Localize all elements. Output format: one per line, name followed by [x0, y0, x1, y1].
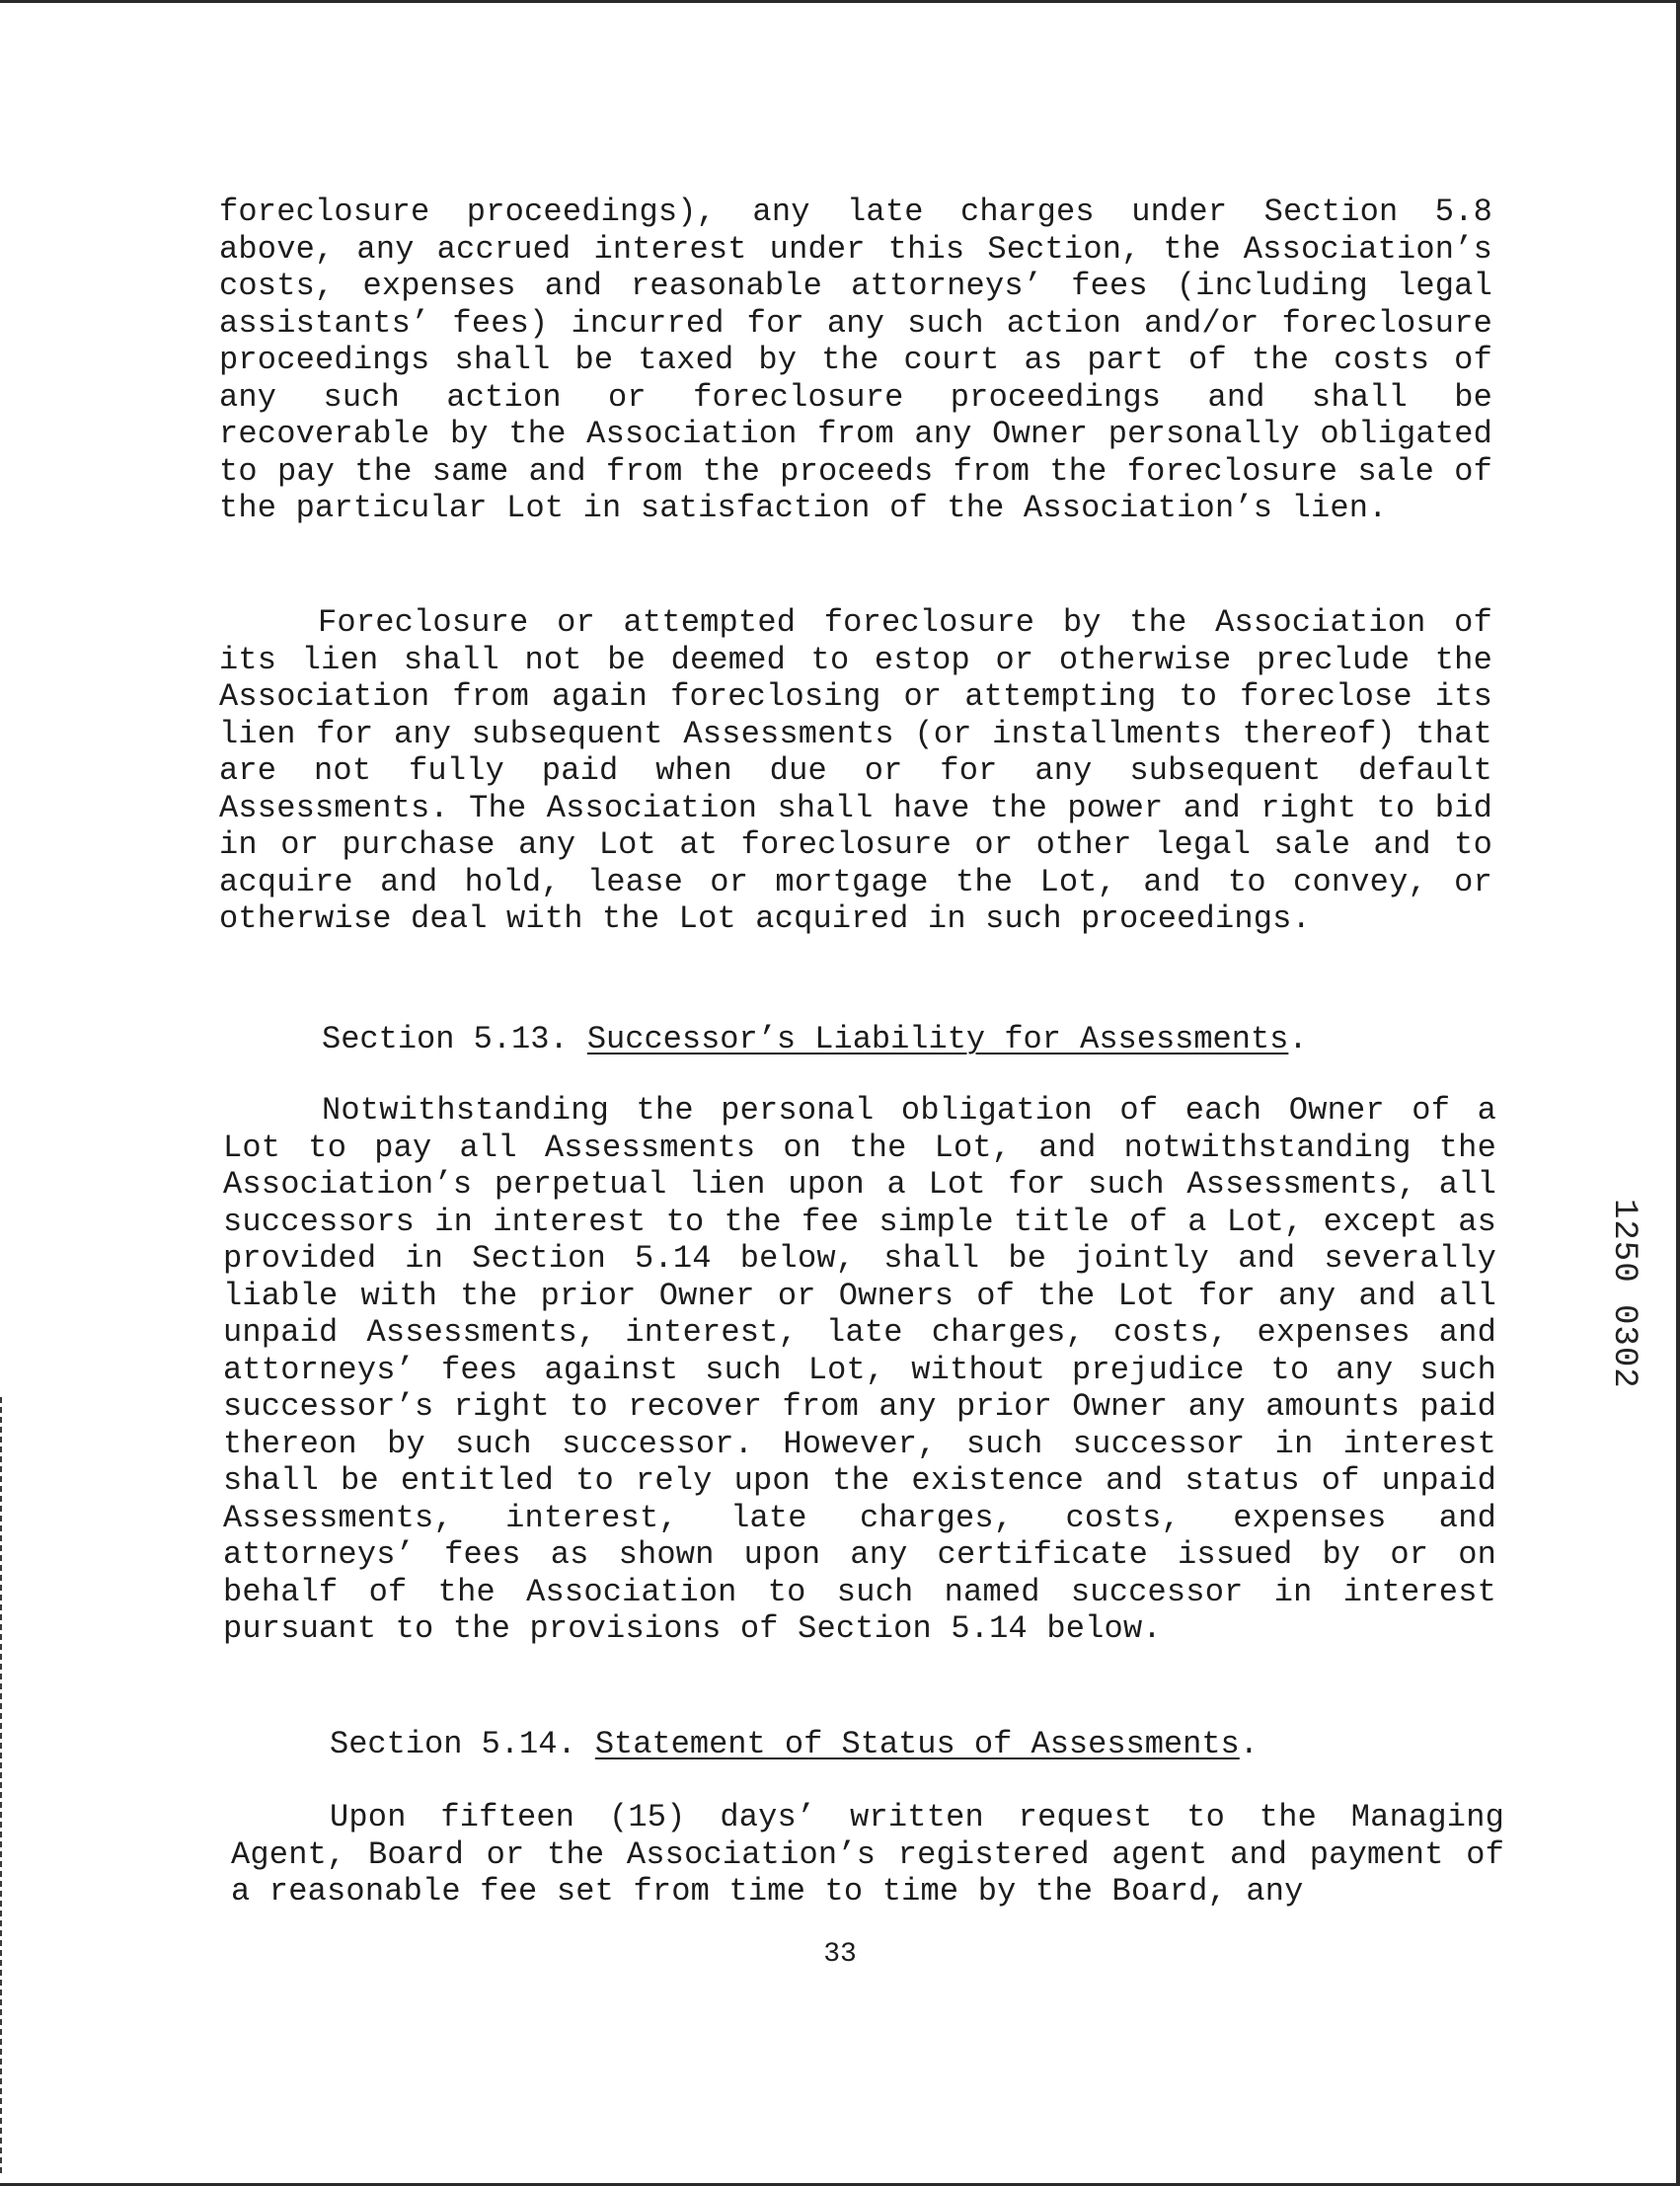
scan-edge-right — [1676, 0, 1680, 2186]
section-5-14-punct: . — [1239, 1726, 1259, 1762]
scan-edge-top — [0, 0, 1680, 3]
paragraph-continuation-text: foreclosure proceedings), any late charges under Section 5.8 above, any accrued interest under this Section, the Association’s costs, expenses and reasonable attorneys’ fees (including legal assistants’ fees) incurred for any such action and/or foreclosure proceedings shall be taxed by the court as part of the costs of any such action or foreclosure proceedings and shall be recoverable by the Association from any Owner personally obligated to pay the same and from the proceeds from the foreclosure sale of the particular Lot in satisfaction of the Association’s lien. — [219, 194, 1492, 526]
paragraph-foreclosure — [219, 604, 1492, 938]
section-5-13-number: Section 5.13. — [322, 1021, 569, 1057]
scan-edge-left — [0, 1397, 2, 2177]
paragraph-upon-request-text: Upon fifteen (15) days’ written request to the Managing Agent, Board or the Association’s registered agent and payment of a reasonable fee set from time to time by the Board, any — [231, 1799, 1504, 1910]
section-5-14-number: Section 5.14. — [330, 1726, 576, 1762]
paragraph-successor-text: Notwithstanding the personal obligation of each Owner of a Lot to pay all Assessments on the Lot, and notwithstanding the Association’s perpetual lien upon a Lot for such Assessments, all successors in interest to the fee simple title of a Lot, except as provided in Section 5.14 below, shall be jointly and severally liable with the prior Owner or Owners of the Lot for any and all unpaid Assessments, interest, late charges, costs, expenses and attorneys’ fees against such Lot, without prejudice to any such successor’s right to recover from any prior Owner any amounts paid thereon by such successor. However, such successor in interest shall be entitled to rely upon the existence and status of unpaid Assessments, interest, late charges, costs, expenses and attorneys’ fees as shown upon any certificate issued by or on behalf of the Association to such named successor in interest pursuant to the provisions of Section 5.14 below. — [223, 1092, 1496, 1647]
section-5-14-title: Statement of Status of Assessments — [594, 1726, 1240, 1762]
page-number: 33 — [823, 1939, 857, 1970]
margin-reception-stamp — [1599, 1199, 1648, 1475]
margin-stamp-text: 1250 0302 — [1605, 1199, 1642, 1389]
paragraph-upon-request — [231, 1799, 1504, 1911]
section-5-13-punct: . — [1288, 1021, 1308, 1057]
paragraph-successor — [223, 1092, 1496, 1648]
paragraph-foreclosure-text: Foreclosure or attempted foreclosure by the Association of its lien shall not be deemed to estop or otherwise preclude the Association from again foreclosing or attempting to foreclose its lien for any subsequent Assessments (or installments thereof) that are not fully paid when due or for any subsequent default Assessments. The Association shall have the power and right to bid in or purchase any Lot at foreclosure or other legal sale and to acquire and hold, lease or mortgage the Lot, and to convey, or otherwise deal with the Lot acquired in such proceedings. — [219, 604, 1492, 937]
section-5-13-title: Successor’s Liability for Assessments — [586, 1021, 1289, 1057]
section-5-13-heading — [322, 1021, 1308, 1058]
section-5-14-heading — [330, 1726, 1259, 1763]
paragraph-continuation — [219, 194, 1492, 527]
